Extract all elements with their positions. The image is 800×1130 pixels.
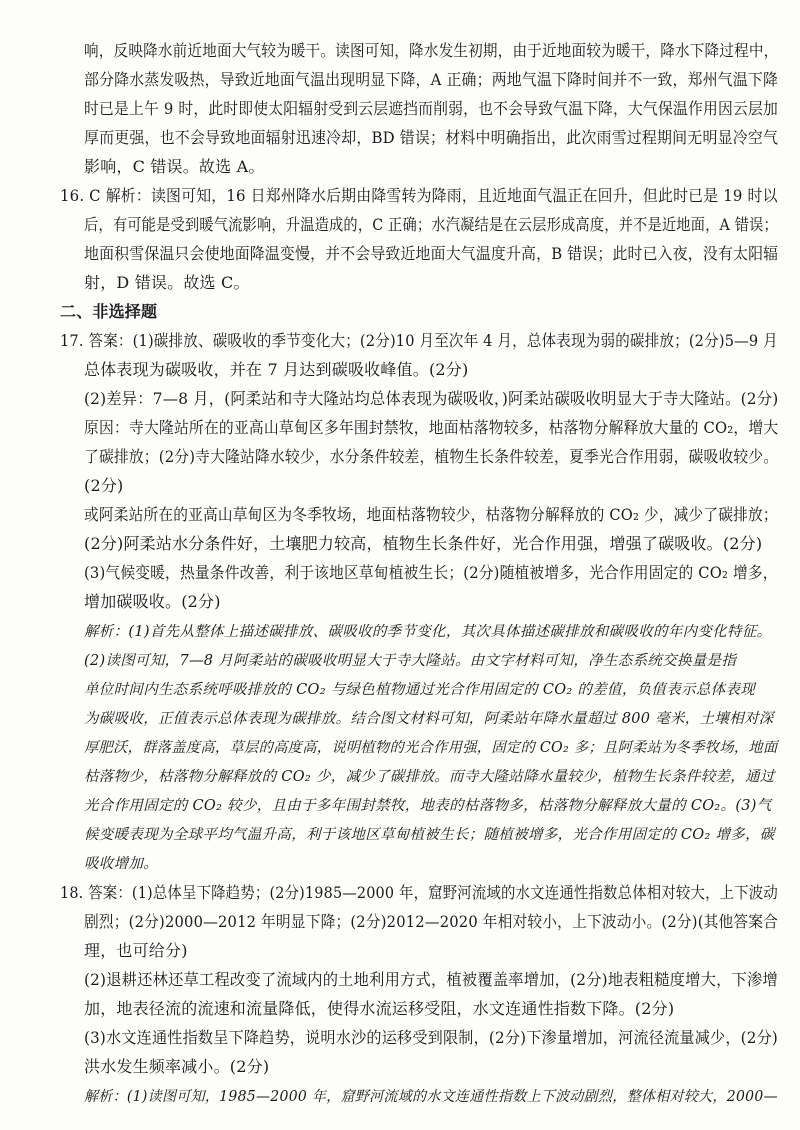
text-line: 原因：寺大隆站所在的亚高山草甸区多年围封禁牧，地面枯落物较多，枯落物分解释放大量的 CO₂，增大 [84,418,779,437]
text-line: 地面积雪保温只会使地面降温变慢，并不会导致近地面大气温度升高，B 错误；此时已入夜，没有太阳辐 [84,244,779,263]
text-line: 洪水发生频率减小。(2分) [84,1057,270,1076]
explanation-line: 厚肥沃，群落盖度高，草层的高度高，说明植物的光合作用强，固定的 CO₂ 多；且阿柔站为冬季牧场，地面 [84,740,778,756]
section-heading: 二、非选择题 [60,302,158,321]
text-line: 加，地表径流的流速和流量降低，使得水流运移受阻，水文连通性指数下降。(2分) [84,999,675,1018]
explanation-line: 解析：(1)首先从整体上描述碳排放、碳吸收的季节变化，其次具体描述碳排放和碳吸收的年内变化特征。 [84,624,772,640]
question-18-answer: 18. 答案：(1)总体呈下降趋势；(2分)1985—2000 年，窟野河流域的水文连通性指数总体相对较大，上下波动 [60,883,778,902]
text-line: (2分) [84,476,124,495]
text-line: 剧烈；(2分)2000—2012 年明显下降；(2分)2012—2020 年相对较小，上下波动小。(2分)(其他答案合 [84,912,779,931]
question-17-answer: 17. 答案：(1)碳排放、碳吸收的季节变化大；(2分)10 月至次年 4 月，总体表现为弱的碳排放；(2分)5—9 月 [60,331,778,350]
text-line: (2分)阿柔站水分条件好，土壤肥力较高，植物生长条件好，光合作用强，增强了碳吸收。(2分) [84,534,763,553]
explanation-line: 吸收增加。 [84,856,158,872]
explanation-line: (2)读图可知，7—8 月阿柔站的碳吸收明显大于寺大隆站。由文字材料可知，净生态系统交换量是指 [84,653,737,669]
text-line: (3)气候变暖，热量条件改善，利于该地区草甸植被生长；(2分)随植被增多，光合作用固定的 CO₂ 增多， [84,563,778,582]
text-line: (2)差异：7—8 月，(阿柔站和寺大隆站均总体表现为碳吸收，)阿柔站碳吸收明显大于寺大隆站。(2分) [84,389,779,408]
text-line: 影响，C 错误。故选 A。 [84,157,265,176]
text-line: 响，反映降水前近地面大气较为暖干。读图可知，降水发生初期，由于近地面较为暖干，降水下降过程中， [84,41,779,60]
explanation-line: 光合作用固定的 CO₂ 较少，且由于多年围封禁牧，地表的枯落物多，枯落物分解释放大量的 CO₂。(3)气 [84,798,772,814]
explanation-line: 候变暖表现为全球平均气温升高，利于该地区草甸植被生长；随植被增多，光合作用固定的 CO₂ 增多，碳 [84,827,775,843]
text-line: 总体表现为碳吸收，并在 7 月达到碳吸收峰值。(2分) [84,360,469,379]
text-line: 了碳排放；(2分)寺大隆站降水较少，水分条件较差，植物生长条件较差，夏季光合作用弱，碳吸收较少。 [84,447,779,466]
text-line: 后，有可能是受到暖气流影响，升温造成的，C 正确；水汽凝结是在云层形成高度，并不是近地面，A 错误； [84,215,778,234]
explanation-line: 单位时间内生态系统呼吸排放的 CO₂ 与绿色植物通过光合作用固定的 CO₂ 的差值，负值表示总体表现 [84,682,756,698]
explanation-line: 枯落物少，枯落物分解释放的 CO₂ 少，减少了碳排放。而寺大隆站降水量较少，植物生长条件较差，通过 [84,769,775,785]
text-line: 增加碳吸收。(2分) [84,592,221,611]
explanation-line: 解析：(1)读图可知，1985—2000 年，窟野河流域的水文连通性指数上下波动剧烈，整体相对较大，2000— [84,1089,778,1105]
text-line: 厚而更强，也不会导致地面辐射迅速冷却，BD 错误；材料中明确指出，此次雨雪过程期间无明显冷空气 [84,128,779,147]
text-line: (3)水文连通性指数呈下降趋势，说明水沙的运移受到限制，(2分)下渗量增加，河流径流量减少，(2分) [84,1028,778,1047]
question-16-answer: 16. C 解析：读图可知，16 日郑州降水后期由降雪转为降雨，且近地面气温正在回升，但此时已是 19 时以 [60,186,778,205]
text-line: 射，D 错误。故选 C。 [84,273,250,292]
text-line: 时已是上午 9 时，此时即使太阳辐射受到云层遮挡而削弱，也不会导致气温下降，大气保温作用因云层加 [84,99,778,118]
explanation-line: 为碳吸收，正值表示总体表现为碳排放。结合图文材料可知，阿柔站年降水量超过 800 毫米，土壤相对深 [84,711,774,727]
text-line: 部分降水蒸发吸热，导致近地面气温出现明显下降，A 正确；两地气温下降时间并不一致，郑州气温下降 [84,70,779,89]
text-line: 或阿柔站所在的亚高山草甸区为冬季牧场，地面枯落物较少，枯落物分解释放的 CO₂ 少，减少了碳排放； [84,505,778,524]
text-line: 理，也可给分) [84,941,188,960]
text-line: (2)退耕还林还草工程改变了流域内的土地利用方式，植被覆盖率增加，(2分)地表粗糙度增大，下渗增 [84,970,778,989]
